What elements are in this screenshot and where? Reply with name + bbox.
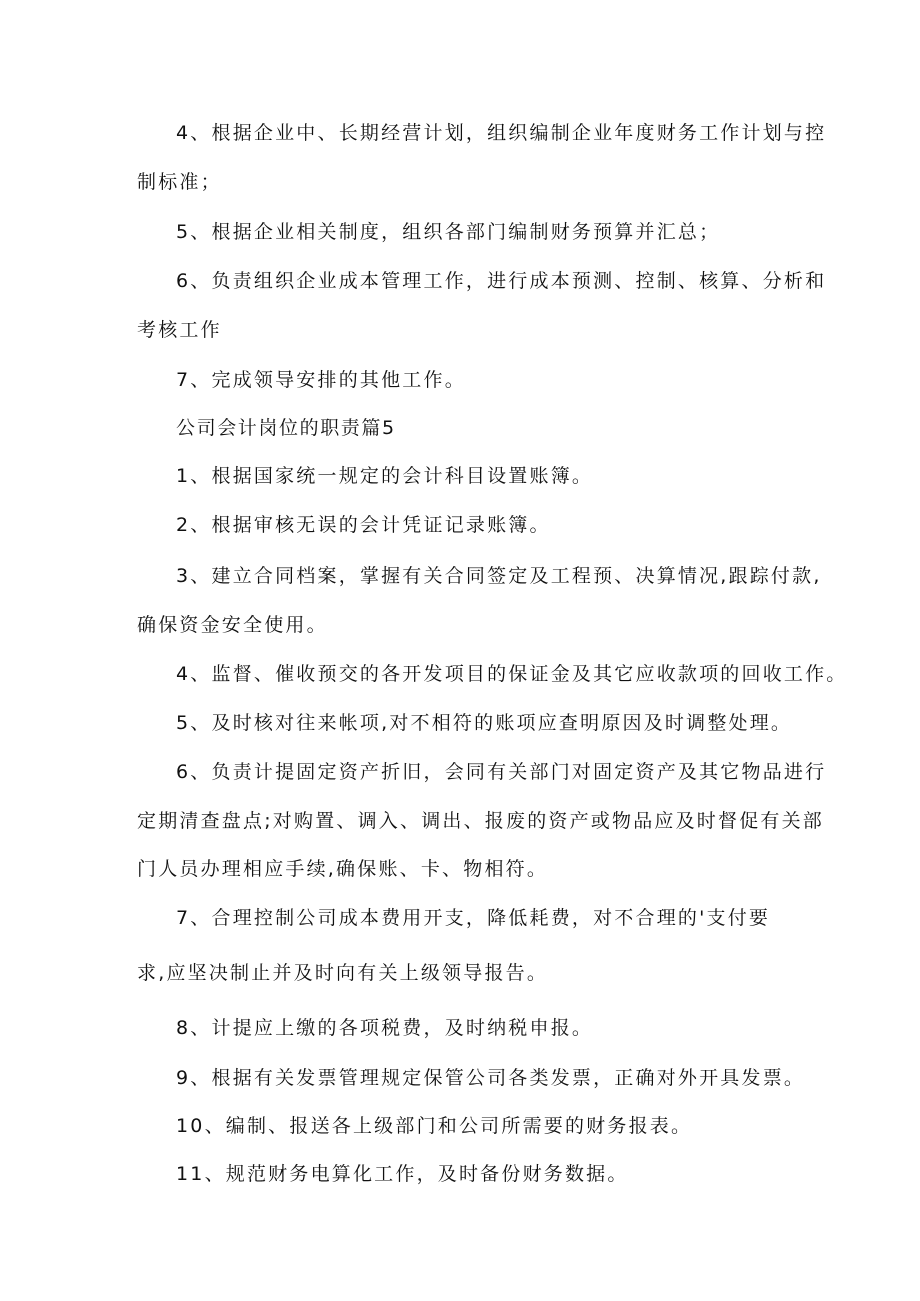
paragraph-6-line-2: 考核工作 (137, 319, 222, 341)
section-heading: 公司会计岗位的职责篇5 (176, 417, 396, 439)
item-7-line-1: 7、合理控制公司成本费用开支，降低耗费，对不合理的'支付要 (176, 907, 771, 929)
item-11: 11、规范财务电算化工作，及时备份财务数据。 (176, 1163, 629, 1185)
paragraph-5: 5、根据企业相关制度，组织各部门编制财务预算并汇总； (176, 221, 721, 243)
paragraph-4-line-1: 4、根据企业中、长期经营计划，组织编制企业年度财务工作计划与控 (176, 122, 827, 144)
item-6-line-1: 6、负责计提固定资产折旧，会同有关部门对固定资产及其它物品进行 (176, 761, 827, 783)
item-7-line-2: 求,应坚决制止并及时向有关上级领导报告。 (137, 962, 549, 984)
item-3-line-2: 确保资金安全使用。 (137, 614, 328, 636)
paragraph-6-line-1: 6、负责组织企业成本管理工作，进行成本预测、控制、核算、分析和 (176, 270, 827, 292)
item-2: 2、根据审核无误的会计凭证记录账簿。 (176, 514, 551, 536)
item-3-line-1: 3、建立合同档案，掌握有关合同签定及工程预、决算情况,跟踪付款, (176, 565, 822, 587)
item-6-line-2: 定期清查盘点;对购置、调入、调出、报废的资产或物品应及时督促有关部 (137, 810, 825, 832)
item-6-line-3: 门人员办理相应手续,确保账、卡、物相符。 (137, 858, 549, 880)
item-8: 8、计提应上缴的各项税费，及时纳税申报。 (176, 1017, 594, 1039)
paragraph-7: 7、完成领导安排的其他工作。 (176, 369, 466, 391)
paragraph-4-line-2: 制标准； (137, 171, 222, 193)
item-4: 4、监督、催收预交的各开发项目的保证金及其它应收款项的回收工作。 (176, 663, 848, 685)
item-9: 9、根据有关发票管理规定保管公司各类发票，正确对外开具发票。 (176, 1067, 806, 1089)
item-1: 1、根据国家统一规定的会计科目设置账簿。 (176, 465, 594, 487)
item-10: 10、编制、报送各上级部门和公司所需要的财务报表。 (176, 1115, 693, 1137)
item-5: 5、及时核对往来帐项,对不相符的账项应查明原因及时调整处理。 (176, 712, 793, 734)
